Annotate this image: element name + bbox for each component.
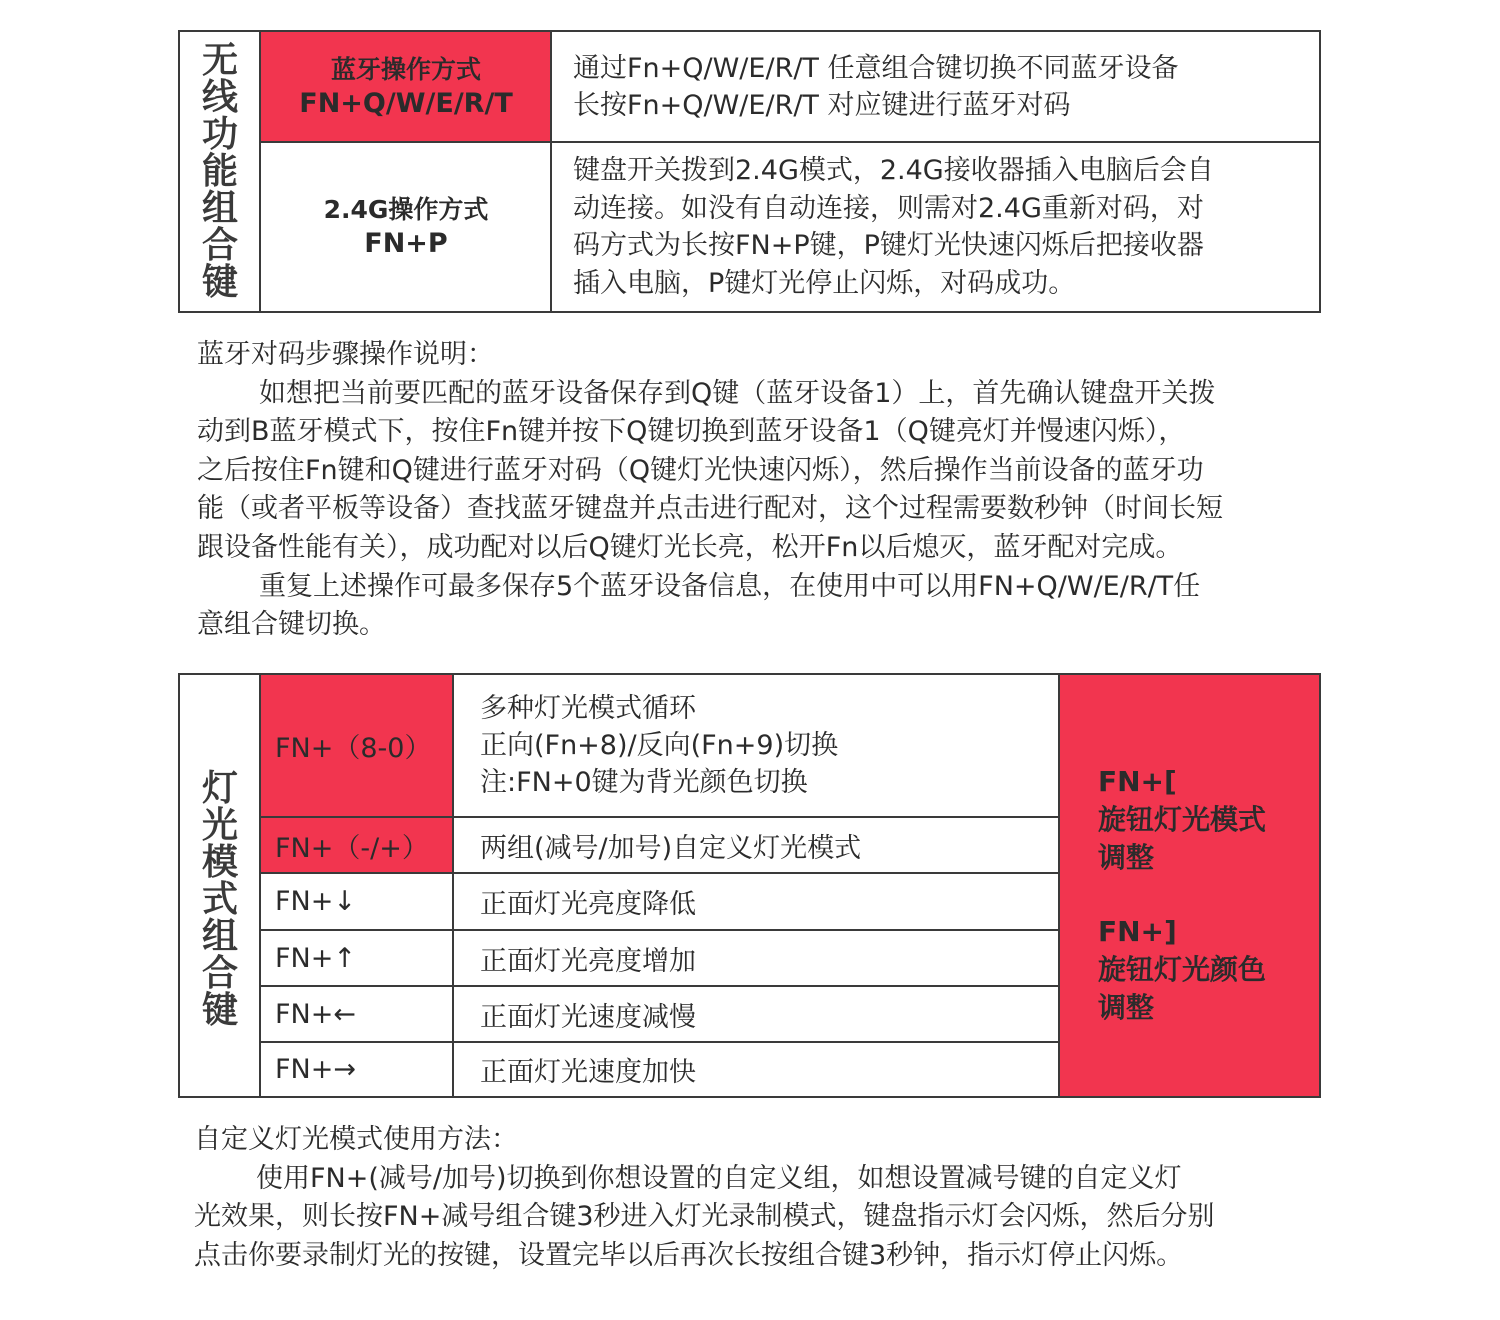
bt-pairing-line: 动到B蓝牙模式下，按住Fn键并按下Q键切换到蓝牙设备1（Q键亮灯并慢速闪烁），	[197, 416, 1186, 448]
2.4g-key-cell	[261, 143, 551, 311]
2.4g-mode-title: 2.4G操作方式	[323, 195, 489, 224]
lighting-key-cell-mode-cycle: FN+（8-0）	[261, 675, 452, 816]
lighting-desc-line: 正向(Fn+8)/反向(Fn+9)切换	[480, 730, 839, 761]
knob-color-desc: 旋钮灯光颜色	[1098, 953, 1267, 986]
bluetooth-key-cell	[261, 32, 551, 141]
lighting-desc-cell-speed-down: 正面灯光速度减慢	[480, 1001, 696, 1033]
knob-color-block	[1098, 913, 1319, 1027]
knob-mode-block	[1098, 763, 1319, 877]
lighting-desc-cell-speed-up: 正面灯光速度加快	[480, 1057, 696, 1088]
lighting-section-label: 灯 光 模 式 组 合 键	[201, 768, 238, 1031]
lighting-key-cell-custom: FN+（-/+）	[261, 818, 452, 872]
knob-color-desc: 调整	[1098, 991, 1155, 1024]
bt-pairing-line: 跟设备性能有关），成功配对以后Q键灯光长亮，松开Fn以后熄灭，蓝牙配对完成。	[197, 531, 1183, 563]
lighting-key-cell-speed-up: FN+→	[275, 1054, 356, 1085]
2.4g-desc-cell	[573, 143, 1313, 311]
bt-pairing-line: 如想把当前要匹配的蓝牙设备保存到Q键（蓝牙设备1）上，首先确认键盘开关拨	[259, 377, 1216, 409]
bt-pairing-line: 重复上述操作可最多保存5个蓝牙设备信息，在使用中可以用FN+Q/W/E/R/T任	[259, 570, 1201, 602]
2.4g-desc-line: 插入电脑，P键灯光停止闪烁，对码成功。	[573, 267, 1076, 299]
lighting-desc-cell-mode-cycle	[480, 675, 1050, 816]
lighting-key-cell-brightness-down: FN+↓	[275, 886, 356, 917]
knob-info-panel	[1060, 675, 1319, 1096]
wireless-table	[178, 30, 1321, 313]
lighting-table	[178, 673, 1321, 1098]
bt-pairing-line: 能（或者平板等设备）查找蓝牙键盘并点击进行配对，这个过程需要数秒钟（时间长短	[197, 493, 1223, 525]
2.4g-desc-line: 动连接。如没有自动连接，则需对2.4G重新对码，对	[573, 192, 1204, 224]
lighting-key-cell-speed-down: FN+←	[275, 998, 356, 1030]
bluetooth-desc-line: 通过Fn+Q/W/E/R/T 任意组合键切换不同蓝牙设备	[573, 52, 1179, 84]
lighting-desc-line: 多种灯光模式循环	[480, 693, 696, 724]
knob-mode-desc: 调整	[1098, 841, 1155, 874]
knob-mode-desc: 旋钮灯光模式	[1098, 803, 1267, 836]
custom-lighting-line: 光效果，则长按FN+减号组合键3秒进入灯光录制模式，键盘指示灯会闪烁，然后分别	[194, 1201, 1215, 1233]
bt-pairing-line: 意组合键切换。	[197, 609, 386, 641]
knob-color-key: FN+]	[1098, 915, 1177, 948]
lighting-desc-cell-custom: 两组(减号/加号)自定义灯光模式	[480, 832, 862, 864]
bt-pairing-instructions	[197, 336, 1327, 645]
wireless-section-label: 无 线 功 能 组 合 键	[201, 40, 238, 303]
custom-lighting-line: 使用FN+(减号/加号)切换到你想设置的自定义组，如想设置减号键的自定义灯	[256, 1162, 1182, 1194]
lighting-key-cell-brightness-up: FN+↑	[275, 942, 356, 974]
bluetooth-mode-title: 蓝牙操作方式	[330, 54, 481, 84]
lighting-desc-line: 注:FN+0键为背光颜色切换	[480, 767, 808, 798]
bluetooth-desc-cell	[573, 32, 1313, 141]
2.4g-key-combo: FN+P	[364, 228, 448, 259]
knob-mode-key: FN+[	[1098, 765, 1177, 798]
custom-lighting-title: 自定义灯光模式使用方法：	[194, 1124, 518, 1155]
bluetooth-key-combo: FN+Q/W/E/R/T	[299, 87, 513, 119]
bt-pairing-title: 蓝牙对码步骤操作说明：	[197, 339, 494, 370]
lighting-desc-cell-brightness-down: 正面灯光亮度降低	[480, 889, 696, 920]
lighting-desc-cell-brightness-up: 正面灯光亮度增加	[480, 945, 696, 977]
2.4g-desc-line: 码方式为长按FN+P键，P键灯光快速闪烁后把接收器	[573, 230, 1204, 261]
bluetooth-desc-line: 长按Fn+Q/W/E/R/T 对应键进行蓝牙对码	[573, 89, 1071, 121]
custom-lighting-instructions	[194, 1121, 1324, 1275]
custom-lighting-line: 点击你要录制灯光的按键，设置完毕以后再次长按组合键3秒钟，指示灯停止闪烁。	[194, 1239, 1184, 1271]
bt-pairing-line: 之后按住Fn键和Q键进行蓝牙对码（Q键灯光快速闪烁），然后操作当前设备的蓝牙功	[197, 454, 1204, 486]
2.4g-desc-line: 键盘开关拨到2.4G模式，2.4G接收器插入电脑后会自	[573, 155, 1214, 186]
